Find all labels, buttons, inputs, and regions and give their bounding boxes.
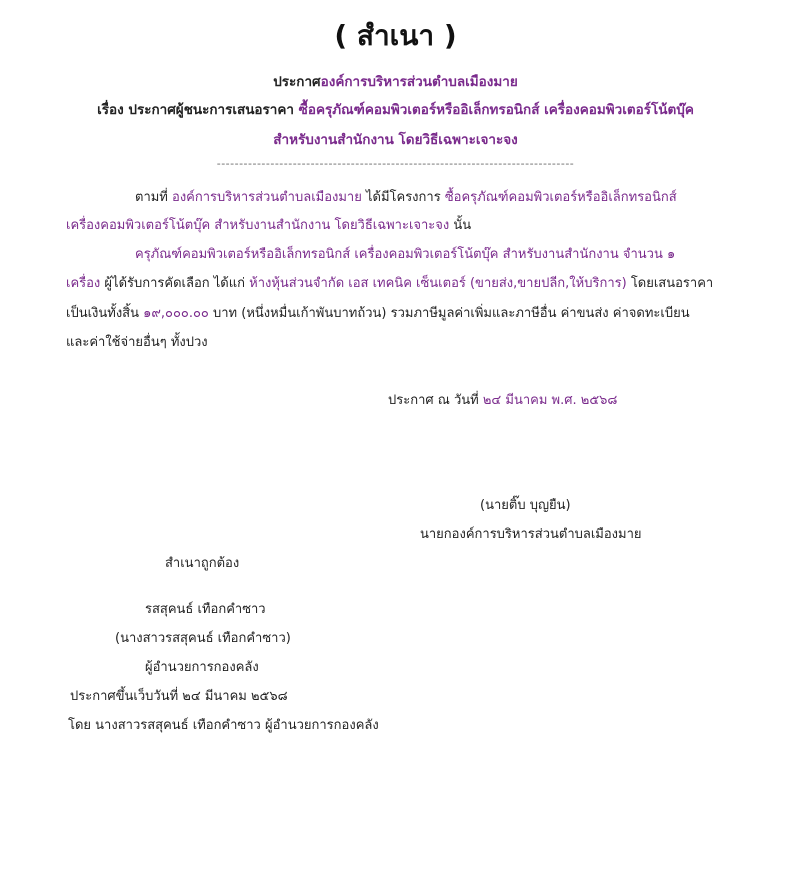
announce-prefix: ประกาศ ณ วันที่ [388, 393, 483, 408]
header-subject-prefix: เรื่อง ประกาศผู้ชนะการเสนอราคา [97, 102, 294, 118]
vendor-name: ห้างหุ้นส่วนจำกัด เอส เทคนิค เซ็นเตอร์ (ขายส่ง,ขายปลีก,ให้บริการ) [249, 276, 627, 291]
project-item: ซื้อครุภัณฑ์คอมพิวเตอร์หรืออิเล็กทรอนิกส์ [444, 190, 677, 205]
copy-certified-label: สำเนาถูกต้อง [165, 556, 240, 571]
amount-value: ๑๙,๐๐๐.๐๐ [143, 306, 209, 321]
signer-name: (นายติ๊บ บุญยืน) [480, 498, 571, 513]
body-paragraph-2-line-3 [66, 302, 690, 323]
header-subject-line [0, 98, 791, 120]
copy-position: ผู้อำนวยการกองคลัง [145, 660, 259, 675]
text-segment: ได้มีโครงการ [361, 190, 445, 205]
org-name: องค์การบริหารส่วนตำบลเมืองมาย [172, 190, 362, 205]
text-segment: ผู้ได้รับการคัดเลือก ได้แก่ [100, 276, 250, 291]
body-paragraph-2-line-2 [66, 272, 713, 293]
header-announcement-line [0, 70, 791, 92]
header-prefix: ประกาศ [273, 74, 321, 90]
header-divider: -------------------------------------------------------------------------------- [216, 157, 575, 170]
text-segment: ตามที่ [135, 190, 173, 205]
body-paragraph-1-line-1 [135, 186, 677, 207]
unit-word: เครื่อง [66, 276, 101, 291]
header-subject-line-3: สำหรับงานสำนักงาน โดยวิธีเฉพาะเจาะจง [273, 132, 518, 148]
copy-full-name: (นางสาวรสสุคนธ์ เทือกคำซาว) [115, 631, 291, 646]
document-title: ( สำเนา ) [334, 19, 457, 52]
project-item-continued: เครื่องคอมพิวเตอร์โน้ตบุ๊ค สำหรับงานสำนักงาน โดยวิธีเฉพาะเจาะจง [66, 218, 450, 233]
signer-position: นายกองค์การบริหารส่วนตำบลเมืองมาย [420, 527, 642, 542]
text-segment: บาท (หนึ่งหมื่นเก้าพันบาทถ้วน) รวมภาษีมูลค่าเพิ่มและภาษีอื่น ค่าขนส่ง ค่าจดทะเบียน [208, 306, 690, 321]
copy-signature: รสสุคนธ์ เทือกคำซาว [145, 602, 266, 617]
text-segment: โดยเสนอราคา [626, 276, 714, 291]
text-segment: เป็นเงินทั้งสิ้น [66, 306, 144, 321]
body-paragraph-1-line-2 [66, 214, 471, 235]
body-paragraph-2-line-1: ครุภัณฑ์คอมพิวเตอร์หรืออิเล็กทรอนิกส์ เครื่องคอมพิวเตอร์โน้ตบุ๊ค สำหรับงานสำนักงาน จำนวน ๑ [135, 247, 676, 262]
text-segment: นั้น [449, 218, 472, 233]
announcement-date-line [388, 389, 617, 410]
header-org-name: องค์การบริหารส่วนตำบลเมืองมาย [320, 74, 518, 90]
posted-by: โดย นางสาวรสสุคนธ์ เทือกคำซาว ผู้อำนวยการกองคลัง [68, 718, 379, 733]
header-subject-item: ซื้อครุภัณฑ์คอมพิวเตอร์หรืออิเล็กทรอนิกส์ เครื่องคอมพิวเตอร์โน้ตบุ๊ค [293, 102, 694, 118]
web-posted-date: ประกาศขึ้นเว็บวันที่ ๒๔ มีนาคม ๒๕๖๘ [70, 689, 288, 704]
announce-date: ๒๔ มีนาคม พ.ศ. ๒๕๖๘ [482, 393, 618, 408]
body-paragraph-2-line-4: และค่าใช้จ่ายอื่นๆ ทั้งปวง [66, 335, 208, 350]
